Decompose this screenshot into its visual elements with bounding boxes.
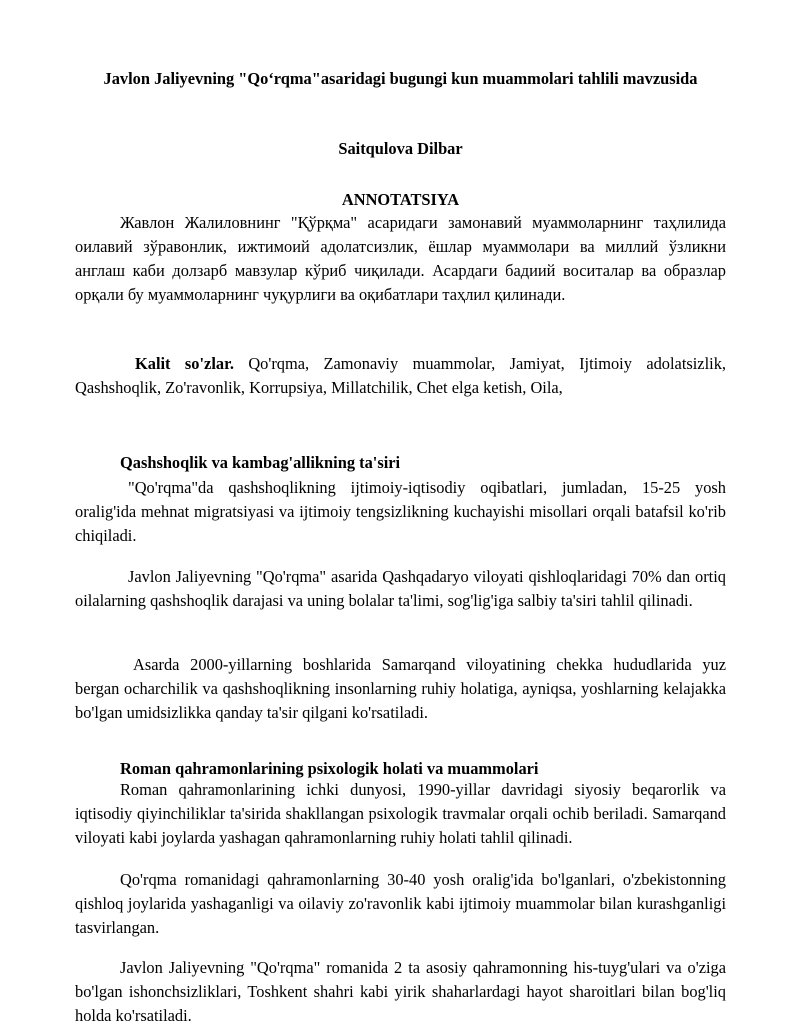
psychology-paragraph-2: Qo'rqma romanidagi qahramonlarning 30-40 yosh oralig'ida bo'lganlari, o'zbekistonning qishloq joylarida yashaganligi va oilaviy zo'ravonlik kabi ijtimoiy muammolar bilan kurashganligi tasvirlangan.	[75, 870, 726, 937]
section-heading-psychology: Roman qahramonlarining psixologik holati va muammolari	[120, 759, 539, 778]
annotation-heading: ANNOTATSIYA	[341, 190, 460, 209]
author-name: Saitqulova Dilbar	[338, 139, 463, 158]
keywords-label: Kalit so'zlar.	[135, 354, 234, 373]
document-title: Javlon Jaliyevning "Qo‘rqma"asaridagi bugungi kun muammolari tahlili mavzusida	[103, 69, 698, 88]
psychology-paragraph-1: Roman qahramonlarining ichki dunyosi, 1990-yillar davridagi siyosiy beqarorlik va iqtisodiy qiyinchiliklar ta'sirida shakllangan psixologik travmalar orqali ochib beriladi. Samarqand viloyati kabi joylarda yashagan qahramonlarning ruhiy holati tahlil qilinadi.	[75, 780, 726, 847]
keywords-paragraph	[75, 352, 726, 400]
annotation-text: Жавлон Жалиловнинг "Қўрқма" асаридаги замонавий муаммоларнинг таҳлилида оилавий зўравонлик, ижтимоий адолатсизлик, ёшлар муаммолари ва миллий ўзликни англаш каби долзарб мавзулар кўриб чиқилади. Асардаги бадиий воситалар ва образлар орқали бу муаммоларнинг чуқурлиги ва оқибатлари таҳлил қилинади.	[75, 213, 726, 304]
poverty-paragraph-3: Asarda 2000-yillarning boshlarida Samarqand viloyatining chekka hududlarida yuz bergan ocharchilik va qashshoqlikning insonlarning ruhiy holatiga, ayniqsa, yoshlarning kelajakka bo'lgan umidsizlikka qanday ta'sir qilgani ko'rsatiladi.	[75, 655, 726, 722]
poverty-paragraph-1: "Qo'rqma"da qashshoqlikning ijtimoiy-iqtisodiy oqibatlari, jumladan, 15-25 yosh oralig'ida mehnat migratsiyasi va ijtimoiy tengsizlikning kuchayishi misollari orqali batafsil ko'rib chiqiladi.	[75, 478, 726, 545]
keywords-text: Qo'rqma, Zamonaviy muammolar, Jamiyat, Ijtimoiy adolatsizlik, Qashshoqlik, Zo'ravonlik, Korrupsiya, Millatchilik, Chet elga ketish, Oila,	[75, 354, 726, 397]
section-heading-poverty: Qashshoqlik va kambag'allikning ta'siri	[120, 453, 401, 472]
psychology-paragraph-3: Javlon Jaliyevning "Qo'rqma" romanida 2 ta asosiy qahramonning his-tuyg'ulari va o'ziga bo'lgan ishonchsizliklari, Toshkent shahri kabi yirik shaharlardagi hayot sharoitlari bilan bog'liq holda ko'rsatiladi.	[75, 958, 726, 1025]
poverty-paragraph-2: Javlon Jaliyevning "Qo'rqma" asarida Qashqadaryo viloyati qishloqlaridagi 70% dan ortiq oilalarning qashshoqlik darajasi va uning bolalar ta'limi, sog'lig'iga salbiy ta'siri tahlil qilinadi.	[75, 567, 726, 610]
